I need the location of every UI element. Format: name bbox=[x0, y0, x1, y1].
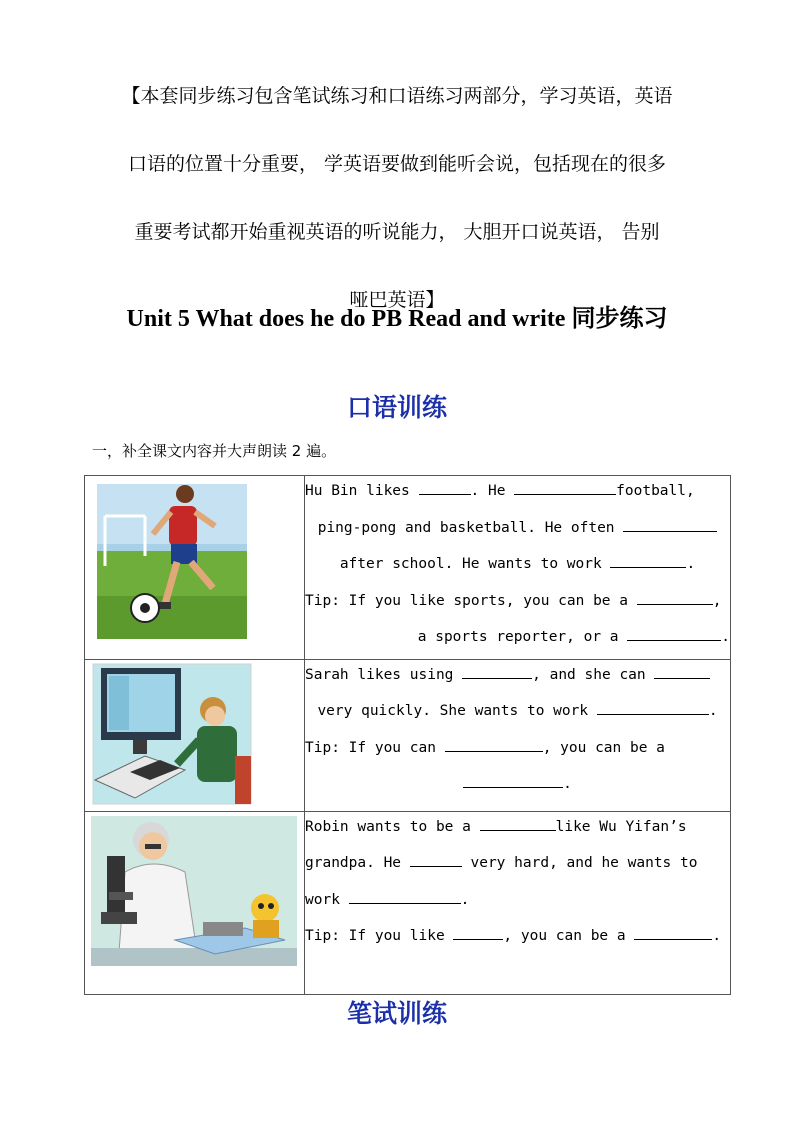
line: Hu Bin likes . He football, bbox=[305, 476, 730, 513]
line: grandpa. He very hard, and he wants to bbox=[305, 848, 730, 885]
line: Robin wants to be a like Wu Yifan’s bbox=[305, 812, 730, 849]
girl-computer-image bbox=[85, 660, 304, 810]
blank[interactable] bbox=[453, 922, 503, 940]
text-cell bbox=[305, 811, 731, 994]
line: after school. He wants to work . bbox=[305, 549, 730, 586]
blank[interactable] bbox=[610, 550, 686, 568]
intro-line-2: 口语的位置十分重要， 学英语要做到能听会说，包括现在的很多 bbox=[127, 153, 667, 175]
football-player-image bbox=[85, 476, 304, 656]
blank[interactable] bbox=[634, 922, 712, 940]
line: Tip: If you like sports, you can be a , bbox=[305, 586, 730, 623]
intro-line-3: 重要考试都开始重视英语的听说能力， 大胆开口说英语， 告别 bbox=[134, 221, 660, 243]
line: Tip: If you like , you can be a . bbox=[305, 921, 730, 958]
line: Tip: If you can , you can be a bbox=[305, 733, 730, 770]
intro-line-4: 哑巴英语】 bbox=[349, 289, 445, 311]
line: Sarah likes using , and she can bbox=[305, 660, 730, 697]
table-row bbox=[85, 659, 731, 811]
blank[interactable] bbox=[419, 477, 471, 495]
text-cell bbox=[305, 476, 731, 660]
picture-cell bbox=[85, 476, 305, 660]
exercise-table bbox=[84, 475, 731, 995]
intro-line-1: 【本套同步练习包含笔试练习和口语练习两部分，学习英语，英语 bbox=[121, 85, 673, 107]
blank[interactable] bbox=[462, 661, 532, 679]
table-row bbox=[85, 811, 731, 994]
scientist-image bbox=[85, 812, 304, 993]
section-title-oral: 口语训练 bbox=[346, 393, 447, 422]
picture-cell bbox=[85, 811, 305, 994]
line: very quickly. She wants to work . bbox=[305, 696, 730, 733]
blank[interactable] bbox=[637, 587, 713, 605]
blank[interactable] bbox=[410, 849, 462, 867]
blank[interactable] bbox=[463, 770, 563, 788]
exercise-instruction: 一，补全课文内容并大声朗读 2 遍。 bbox=[92, 442, 337, 460]
table-row bbox=[85, 476, 731, 660]
blank[interactable] bbox=[445, 734, 543, 752]
blank[interactable] bbox=[627, 623, 721, 641]
line: work . bbox=[305, 885, 730, 922]
page-title: Unit 5 What does he do PB Read and write 同步练习 bbox=[126, 306, 668, 332]
blank[interactable] bbox=[654, 661, 710, 679]
line: a sports reporter, or a . bbox=[305, 622, 730, 659]
picture-cell bbox=[85, 659, 305, 811]
line: ping-pong and basketball. He often bbox=[305, 513, 730, 550]
section-title-written: 笔试训练 bbox=[346, 999, 447, 1028]
blank[interactable] bbox=[480, 813, 556, 831]
blank[interactable] bbox=[514, 477, 616, 495]
blank[interactable] bbox=[349, 886, 461, 904]
blank[interactable] bbox=[623, 514, 717, 532]
blank[interactable] bbox=[597, 697, 709, 715]
line: . bbox=[305, 769, 730, 806]
text-cell bbox=[305, 659, 731, 811]
